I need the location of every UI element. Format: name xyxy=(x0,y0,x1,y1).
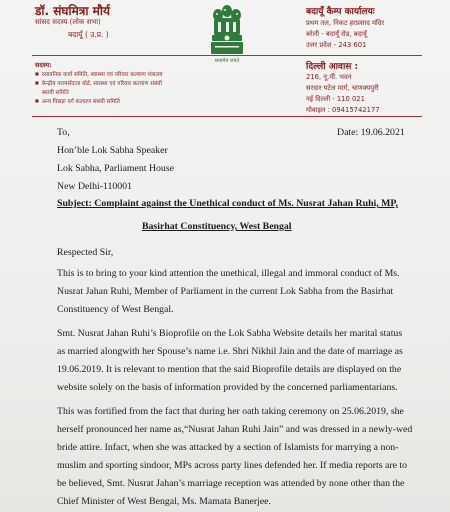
mp-designation: सांसद सदस्य (लोक सभा) xyxy=(35,18,101,26)
paragraph-3-line: be believed, Smt. Nusrat Jahan’s marriage reception was attended by none other than the xyxy=(57,478,405,489)
delhi-office-line: सरदार पटेल मार्ग, चाणक्यपुरी xyxy=(306,84,379,92)
letter-date: Date: 19.06.2021 xyxy=(337,127,405,138)
paragraph-3-line: bride attire. Infact, when she was attacked by a section of Islamists for marrying a non- xyxy=(57,442,399,453)
membership-heading: सदस्य: xyxy=(35,61,52,69)
subject-label: Subject xyxy=(57,198,89,209)
paragraph-3-line: Chief Minister of West Bengal, Ms. Mamata Banerjee. xyxy=(57,496,271,507)
delhi-office-line: मोबाइल : 09415742177 xyxy=(306,106,380,114)
paragraph-3-line: This was fortified from the fact that during her oath taking ceremony on 25.06.2019, she xyxy=(57,406,404,417)
letterhead-bottom-rule xyxy=(32,116,422,117)
delhi-office-line: 216, नू.पी. भवन xyxy=(306,73,352,81)
mp-name: डॉ. संघमित्रा मौर्य xyxy=(35,4,110,18)
paragraph-2-line: as married alongwith her Spouse’s name i.e. Shri Nikhil Jain and the date of marriage as xyxy=(57,346,403,357)
paragraph-3-line: herself pronounced her name as,“Nusrat Jahan Ruhi Jain” and was dressed in a newly-wed xyxy=(57,424,413,435)
recipient-line: Lok Sabha, Parliament House xyxy=(57,163,174,174)
to-line: To, xyxy=(57,127,70,138)
paragraph-2-line: 19.06.2019. It is relevant to mention that the said Bioprofile details are displayed on the xyxy=(57,364,402,375)
letterhead-divider xyxy=(32,55,422,56)
paragraph-1-line: This is to bring to your kind attention the unethical, illegal and immoral conduct of Ms. xyxy=(57,268,400,279)
recipient-line: New Delhi-110001 xyxy=(57,181,133,192)
paragraph-1-line: Nusrat Jahan Ruhi, Member of Parliament in the current Lok Sabha from the Basirhat xyxy=(57,286,394,297)
delhi-office-title: दिल्ली आवास : xyxy=(306,62,359,72)
subject-line xyxy=(57,198,398,209)
membership-item: ■ केन्द्रीय परामर्शदाता बोर्ड, स्वास्थ्य एवं परिवार कल्याण संबंधी xyxy=(35,79,162,87)
camp-office-title: बदायूँ कैम्प कार्यालयः xyxy=(306,7,375,17)
delhi-office-line: नई दिल्ली - 110 021 xyxy=(306,95,365,103)
camp-office-line: बरेली - बदायूँ रोड, बदायूँ xyxy=(306,30,367,38)
paragraph-2-line: Smt. Nusrat Jahan Ruhi’s Bioprofile on the Lok Sabha Website details her marital status xyxy=(57,328,403,339)
salutation: Respected Sir, xyxy=(57,247,114,258)
camp-office-line: प्रथम तल, निकट हरप्रसाद मंदिर xyxy=(306,19,385,27)
membership-item: ■ अन्य पिछड़ा वर्ग कल्याण संबंधी समिति xyxy=(35,97,120,105)
mp-constituency: बदायूँ ( उ.प्र. ) xyxy=(68,30,109,39)
membership-item-continued: स्थायी समिति xyxy=(42,90,69,96)
paragraph-2-line: website solely on the basis of information provided by the concerned parliamentarians. xyxy=(57,382,398,393)
recipient-line: Hon’ble Lok Sabha Speaker xyxy=(57,145,168,156)
subject-text-continued: Basirhat Constituency, West Bengal xyxy=(142,221,292,232)
camp-office-line: उत्तर प्रदेश - 243 601 xyxy=(306,41,367,49)
subject-text: : Complaint against the Unethical conduct of Ms. Nusrat Jahan Ruhi, MP, xyxy=(88,198,398,209)
paragraph-3-line: muslim and sporting sindoor, MPs across party lines defended her. If media reports are to xyxy=(57,460,408,471)
paragraph-1-line: Constituency of West Bengal. xyxy=(57,304,174,315)
emblem-caption: सत्यमेव जयते xyxy=(214,58,240,64)
membership-item: ■ रसायनिक कार्य समिति, स्वास्थ्य एवं परिवार कल्याण मंत्रालय xyxy=(35,70,163,78)
